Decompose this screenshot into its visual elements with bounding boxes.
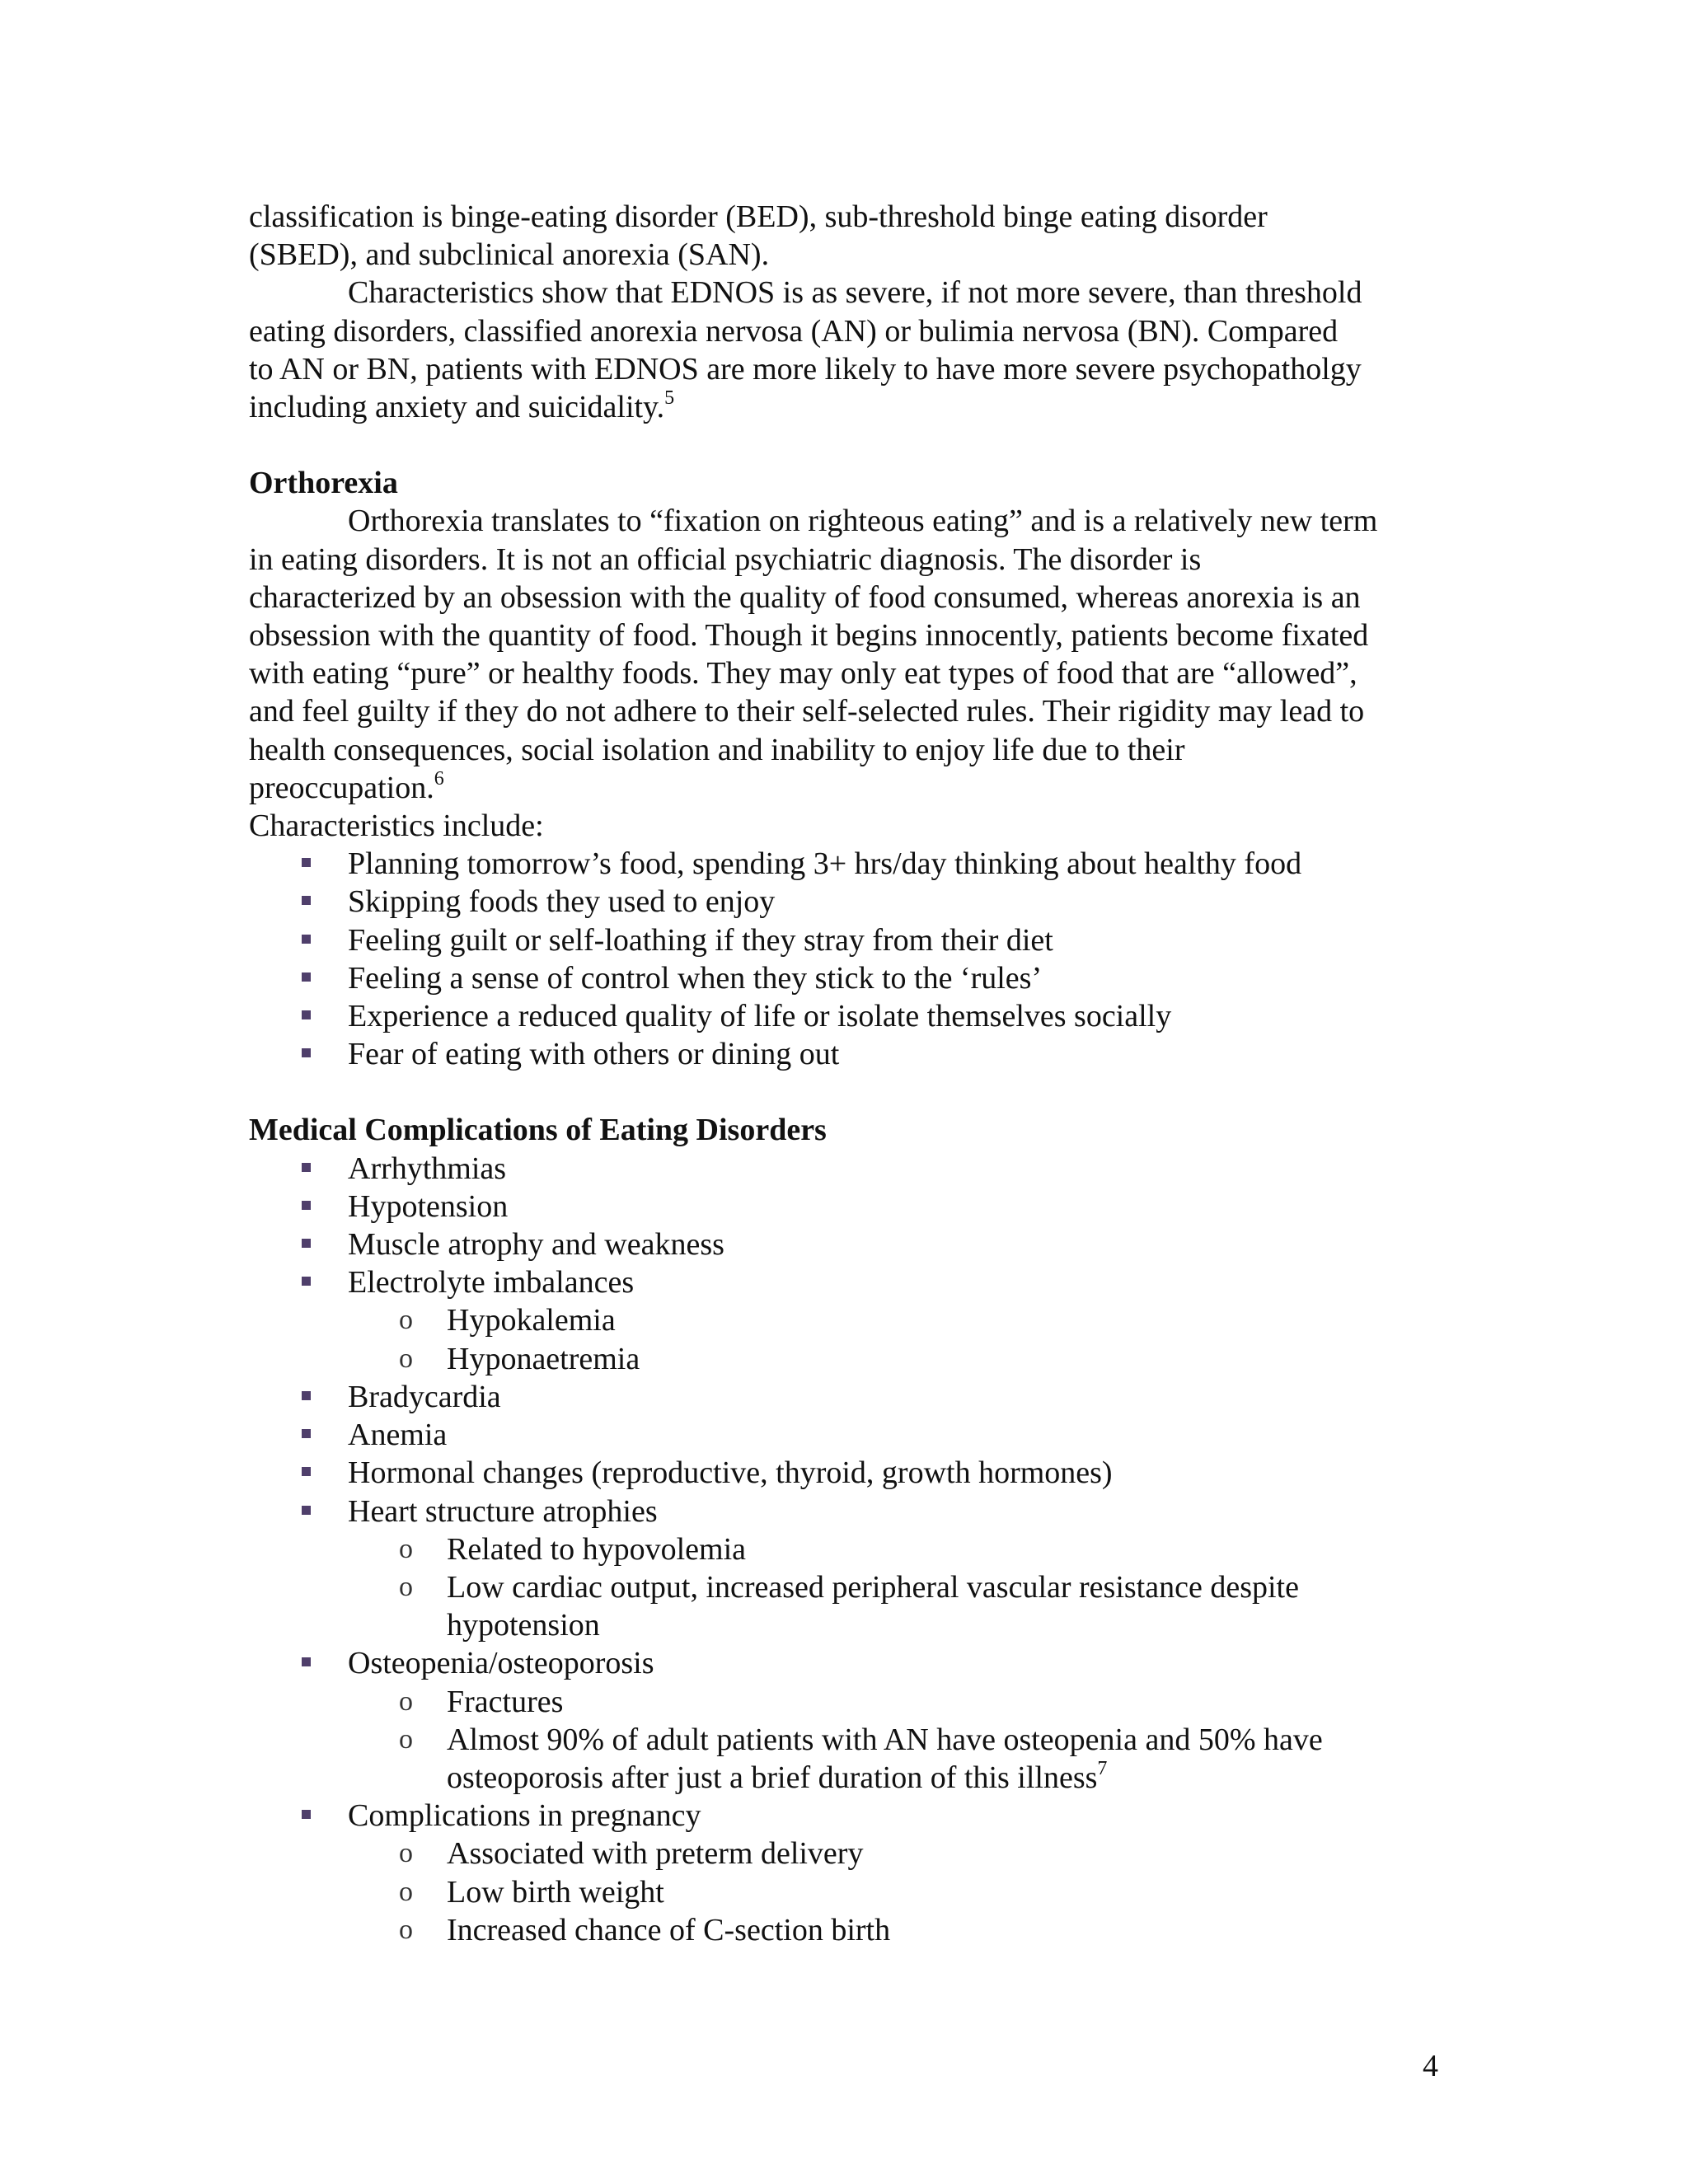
circle-bullet-icon: o [399, 1685, 413, 1717]
square-bullet-icon [302, 1048, 311, 1057]
para-text: including anxiety and suicidality. [249, 390, 665, 425]
page-number: 4 [1423, 2049, 1438, 2083]
para-line: health consequences, social isolation and inability to enjoy life due to their [249, 732, 1185, 767]
para-line: characterized by an obsession with the quality of food consumed, whereas anorexia is an [249, 579, 1361, 615]
square-bullet-icon [302, 896, 311, 905]
footnote-ref: 6 [434, 768, 444, 790]
list-item: Heart structure atrophies o Related to hypovolemia o Low cardiac output, increased peripheral vascular resistance despite hypotension [249, 1493, 1452, 1645]
list-item: Experience a reduced quality of life or isolate themselves socially [249, 997, 1452, 1035]
square-bullet-icon [302, 1506, 311, 1515]
list-item: Osteopenia/osteoporosis o Fractures o Almost 90% of adult patients with AN have osteopenia and 50% have osteoporosis after just a brief duration of this illness$^7$ [249, 1644, 1452, 1797]
sub-list [348, 1301, 1452, 1377]
sub-list [348, 1683, 1452, 1797]
sub-list-item: o Low cardiac output, increased peripheral vascular resistance despite hypotension [399, 1569, 1299, 1643]
circle-bullet-icon: o [399, 1723, 413, 1755]
list-item: Muscle atrophy and weakness [249, 1226, 1452, 1263]
list-item: Anemia [249, 1416, 1452, 1454]
circle-bullet-icon: o [399, 1533, 413, 1564]
para-line: with eating “pure” or healthy foods. They may only eat types of food that are “allowed”, [249, 656, 1357, 691]
para-line: obsession with the quantity of food. Though it begins innocently, patients become fixated [249, 618, 1369, 654]
sub-list-item: o Fractures [249, 1683, 1452, 1721]
para-line-last [249, 388, 1452, 426]
square-bullet-icon [302, 1467, 311, 1476]
para-line: Orthorexia translates to “fixation on righteous eating” and is a relatively new term [348, 504, 1378, 539]
intro-line: (SBED), and subclinical anorexia (SAN). [249, 237, 770, 273]
list-item: Hormonal changes (reproductive, thyroid, growth hormones) [249, 1454, 1452, 1492]
list-item: Electrolyte imbalances o Hypokalemia o Hyponaetremia [249, 1263, 1452, 1378]
list-item: Planning tomorrow’s food, spending 3+ hrs/day thinking about healthy food [249, 845, 1452, 883]
sub-list-item: o Low birth weight [249, 1873, 1452, 1911]
para-line: to AN or BN, patients with EDNOS are more likely to have more severe psychopatholgy [249, 351, 1362, 387]
para-line: Characteristics show that EDNOS is as severe, if not more severe, than threshold [348, 275, 1362, 311]
square-bullet-icon [302, 1391, 311, 1400]
para-text: preoccupation. [249, 770, 434, 805]
square-bullet-icon [302, 935, 311, 944]
section-heading-orthorexia: Orthorexia [249, 466, 398, 501]
circle-bullet-icon: o [399, 1838, 413, 1869]
list-item: Bradycardia [249, 1378, 1452, 1416]
list-item: Fear of eating with others or dining out [249, 1035, 1452, 1073]
sub-list [348, 1530, 1452, 1645]
square-bullet-icon [302, 1810, 311, 1819]
square-bullet-icon [302, 972, 311, 982]
sub-list [348, 1835, 1452, 1949]
characteristics-list [249, 845, 1452, 1073]
square-bullet-icon [302, 1277, 311, 1286]
list-item: Skipping foods they used to enjoy [249, 883, 1452, 921]
square-bullet-icon [302, 1429, 311, 1438]
circle-bullet-icon: o [399, 1876, 413, 1907]
sub-list-item: o Hyponaetremia [249, 1340, 1452, 1378]
square-bullet-icon [302, 1010, 311, 1019]
sub-list-item [249, 1721, 1452, 1797]
footnote-ref: 7 [1097, 1758, 1108, 1780]
sub-list-item: o Associated with preterm delivery [249, 1835, 1452, 1872]
para-line: eating disorders, classified anorexia nervosa (AN) or bulimia nervosa (BN). Compared [249, 313, 1339, 349]
spacer [249, 1073, 1452, 1111]
complications-list [249, 1150, 1452, 1949]
circle-bullet-icon: o [399, 1343, 413, 1374]
list-item: Arrhythmias [249, 1150, 1452, 1188]
square-bullet-icon [302, 1163, 311, 1172]
list-item: Hypotension [249, 1188, 1452, 1226]
sub-item-text: Almost 90% of adult patients with AN have osteopenia and 50% have osteoporosis after just a brief duration of this illness [447, 1722, 1323, 1795]
sub-list-item: o Hypokalemia [249, 1301, 1452, 1339]
sub-list-item: o Related to hypovolemia [249, 1530, 1452, 1568]
square-bullet-icon [302, 1657, 311, 1666]
intro-line: classification is binge-eating disorder (BED), sub-threshold binge eating disorder [249, 199, 1268, 234]
document-page [249, 198, 1452, 1949]
footnote-ref: 5 [664, 387, 675, 410]
sub-list-item: o Increased chance of C-section birth [249, 1911, 1452, 1949]
square-bullet-icon [302, 858, 311, 867]
square-bullet-icon [302, 1201, 311, 1210]
list-item: Feeling guilt or self-loathing if they stray from their diet [249, 921, 1452, 959]
para-line: and feel guilty if they do not adhere to their self-selected rules. Their rigidity may lead to [249, 694, 1365, 729]
para-line: in eating disorders. It is not an official psychiatric diagnosis. The disorder is [249, 541, 1202, 577]
spacer [249, 426, 1452, 464]
square-bullet-icon [302, 1239, 311, 1248]
list-item: Feeling a sense of control when they stick to the ‘rules’ [249, 959, 1452, 997]
circle-bullet-icon: o [399, 1571, 413, 1602]
circle-bullet-icon: o [399, 1914, 413, 1945]
list-item: Complications in pregnancy o Associated with preterm delivery o Low birth weight o Increased chance of C-section birth [249, 1797, 1452, 1949]
section-heading-medical: Medical Complications of Eating Disorders [249, 1113, 827, 1148]
characteristics-label: Characteristics include: [249, 808, 544, 844]
para-line-last [249, 769, 1452, 807]
circle-bullet-icon: o [399, 1305, 413, 1336]
